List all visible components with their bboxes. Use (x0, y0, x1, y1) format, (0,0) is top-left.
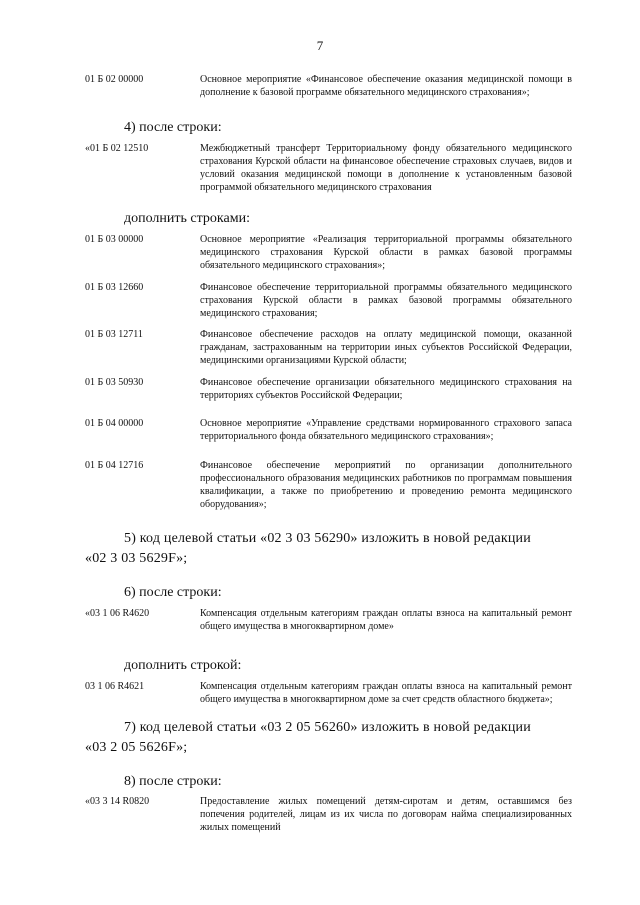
entry-code: «01 Б 02 12510 (85, 143, 149, 154)
entry-code: 01 Б 04 00000 (85, 418, 144, 429)
entry-text: Финансовое обеспечение расходов на оплату медицинской помощи, оказанной гражданам, застрахованным на территории иных субъектов Российской Федерации, медицинскими организациями Курской области; (200, 329, 572, 366)
entry-text: Финансовое обеспечение организации обязательного медицинского страхования на территориях субъектов Российской Федерации; (200, 377, 572, 401)
page-number: 7 (316, 38, 324, 53)
entry-text: Компенсация отдельным категориям граждан оплаты взноса на капитальный ремонт общего имущества в многоквартирном доме за счет средств областного бюджета»; (200, 681, 572, 705)
entry-text: Предоставление жилых помещений детям-сиротам и детям, оставшимся без попечения родителей, лицам из их числа по договорам найма специализированных жилых помещений (200, 796, 572, 833)
paragraph-7 (85, 718, 575, 758)
heading-after-line-4: 4) после строки: (124, 120, 222, 135)
paragraph-5-line-2: «02 3 03 5629F»; (85, 551, 188, 566)
entry-code: 01 Б 02 00000 (85, 74, 144, 85)
entry-code: 01 Б 03 12660 (85, 282, 144, 293)
entry-code: 01 Б 03 50930 (85, 377, 144, 388)
heading-add-lines: дополнить строками: (124, 211, 250, 226)
entry-code: 01 Б 03 00000 (85, 234, 144, 245)
entry-text: Основное мероприятие «Финансовое обеспечение оказания медицинской помощи в дополнение к базовой программе обязательного медицинского страхования»; (200, 74, 572, 98)
entry-text: Компенсация отдельным категориям граждан оплаты взноса на капитальный ремонт общего имущества в многоквартирном доме» (200, 608, 572, 632)
entry-text: Финансовое обеспечение мероприятий по организации дополнительного профессионального образования медицинских работников по программам повышения квалификации, а также по приобретению и проведению ремонта медицинского оборудования»; (200, 460, 572, 510)
paragraph-7-line-2: «03 2 05 5626F»; (85, 740, 188, 755)
paragraph-5-line-1: 5) код целевой статьи «02 3 03 56290» изложить в новой редакции (124, 531, 531, 546)
entry-code: «03 1 06 R4620 (85, 608, 150, 619)
heading-after-line-8: 8) после строки: (124, 774, 222, 789)
entry-code: 01 Б 03 12711 (85, 329, 143, 340)
entry-text: Межбюджетный трансферт Территориальному фонду обязательного медицинского страхования Курской области на финансовое обеспечение страховых случаев, видов и условий оказания медицинской помощи в дополнение к установленным базовой программой обязательного медицинского страхования (200, 143, 572, 193)
entry-text: Основное мероприятие «Управление средствами нормированного страхового запаса территориального фонда обязательного медицинского страхования»; (200, 418, 572, 442)
paragraph-5 (85, 529, 575, 569)
entry-code: «03 3 14 R0820 (85, 796, 150, 807)
entry-code: 03 1 06 R4621 (85, 681, 145, 692)
paragraph-7-line-1: 7) код целевой статьи «03 2 05 56260» изложить в новой редакции (124, 720, 531, 735)
heading-after-line-6: 6) после строки: (124, 585, 222, 600)
entry-text: Основное мероприятие «Реализация территориальной программы обязательного медицинского страхования Курской области в рамках базовой программы обязательного медицинского страхования»; (200, 234, 572, 271)
entry-code: 01 Б 04 12716 (85, 460, 144, 471)
entry-text: Финансовое обеспечение территориальной программы обязательного медицинского страхования Курской области в рамках базовой программы обязательного медицинского страхования; (200, 282, 572, 319)
heading-add-line: дополнить строкой: (124, 658, 242, 673)
